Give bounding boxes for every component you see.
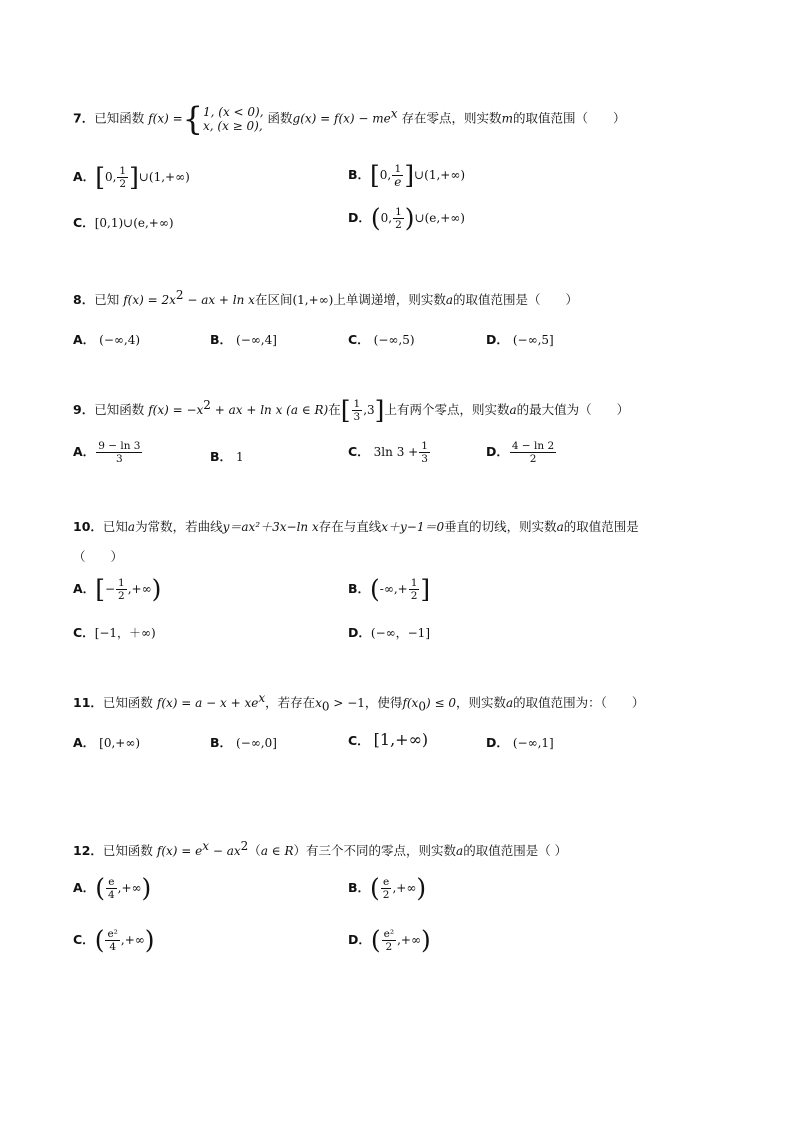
option-9a[interactable]: A． $\frac{9 - \ln 3}{3}$ — [73, 440, 141, 465]
question-9: 9．已知函数 $f(x) = -x^2$ + ax + ln x (a ∈ R)在[ $\frac{1}{3}$ ,3]上有两个零点，则实数a的最大值为（ ） — [73, 395, 630, 425]
option-11b[interactable]: B． (−∞,0] — [210, 735, 277, 750]
option-12b[interactable]: B．( $\frac{e}{2}$ ,+∞) — [348, 873, 427, 903]
option-12d[interactable]: D．( $\frac{\text{e²}}{2}$ ,+∞) — [348, 925, 431, 955]
option-8a[interactable]: A． (−∞,4) — [73, 332, 141, 347]
option-8b[interactable]: B． (−∞,4] — [210, 332, 277, 347]
option-10c[interactable]: C．[−1，＋∞) — [73, 625, 156, 640]
question-11: 11．已知函数 $f(x) = a - x + xe^x$，若存在$x_0 > -1$，使得$f(x_0) \le 0$，则实数a的取值范围为：（ ） — [73, 691, 645, 714]
option-8c[interactable]: C． (−∞,5) — [348, 332, 415, 347]
option-7d[interactable]: D．(0, $\frac{1}{2}$ )∪(e,+∞) — [348, 203, 465, 233]
option-7c[interactable]: C．[0,1)∪(e,+∞) — [73, 215, 174, 230]
question-8: 8．已知 $f(x) = 2x^2$ − ax + ln x在区间(1,+∞)上单调递增，则实数a的取值范围是（ ） — [73, 288, 579, 308]
option-11a[interactable]: A． [0,+∞) — [73, 735, 141, 750]
question-number: 7． — [73, 110, 95, 126]
option-7b[interactable]: B．[0, $\frac{1}{e}$ ]∪(1,+∞) — [348, 160, 466, 190]
option-7a[interactable]: A．[0, $\frac{1}{2}$ ]∪(1,+∞) — [73, 162, 190, 192]
option-10b[interactable]: B．(-∞,+ $\frac{1}{2}$ ] — [348, 574, 431, 604]
question-10: 10．已知a为常数，若曲线y＝ax²＋3x−ln x存在与直线x＋y−1＝0垂直的切线，则实数a的取值范围是 — [73, 519, 639, 534]
question-7: 7．已知函数 f(x) ={1, (x < 0), x, (x ≥ 0), 函数$g(x) = f(x) - me^x$ 存在零点，则实数m的取值范围（ ） — [73, 100, 626, 138]
option-9b[interactable]: B． 1 — [210, 449, 244, 464]
option-11c[interactable]: C． [1,+∞) — [348, 730, 429, 749]
option-9c[interactable]: C． 3ln 3 + $\frac{1}{3}$ — [348, 440, 428, 465]
option-8d[interactable]: D． (−∞,5] — [486, 332, 554, 347]
option-10d[interactable]: D．(−∞，−1] — [348, 625, 430, 640]
piecewise-cases: 1, (x < 0), x, (x ≥ 0), — [203, 105, 264, 133]
question-12: 12．已知函数 $f(x) = e^x - ax^2(a$ ∈ R）有三个不同的零点，则实数a的取值范围是（ ） — [73, 839, 568, 859]
question-10-paren: （ ） — [73, 549, 124, 564]
option-10a[interactable]: A．[− $\frac{1}{2}$ ,+∞) — [73, 574, 162, 604]
option-12a[interactable]: A．( $\frac{e}{4}$ ,+∞) — [73, 873, 152, 903]
option-11d[interactable]: D． (−∞,1] — [486, 735, 554, 750]
piecewise-brace: { — [182, 100, 204, 138]
option-12c[interactable]: C．( $\frac{\text{e²}}{4}$ ,+∞) — [73, 925, 155, 955]
option-9d[interactable]: D． $\frac{4 - \ln 2}{2}$ — [486, 440, 555, 465]
